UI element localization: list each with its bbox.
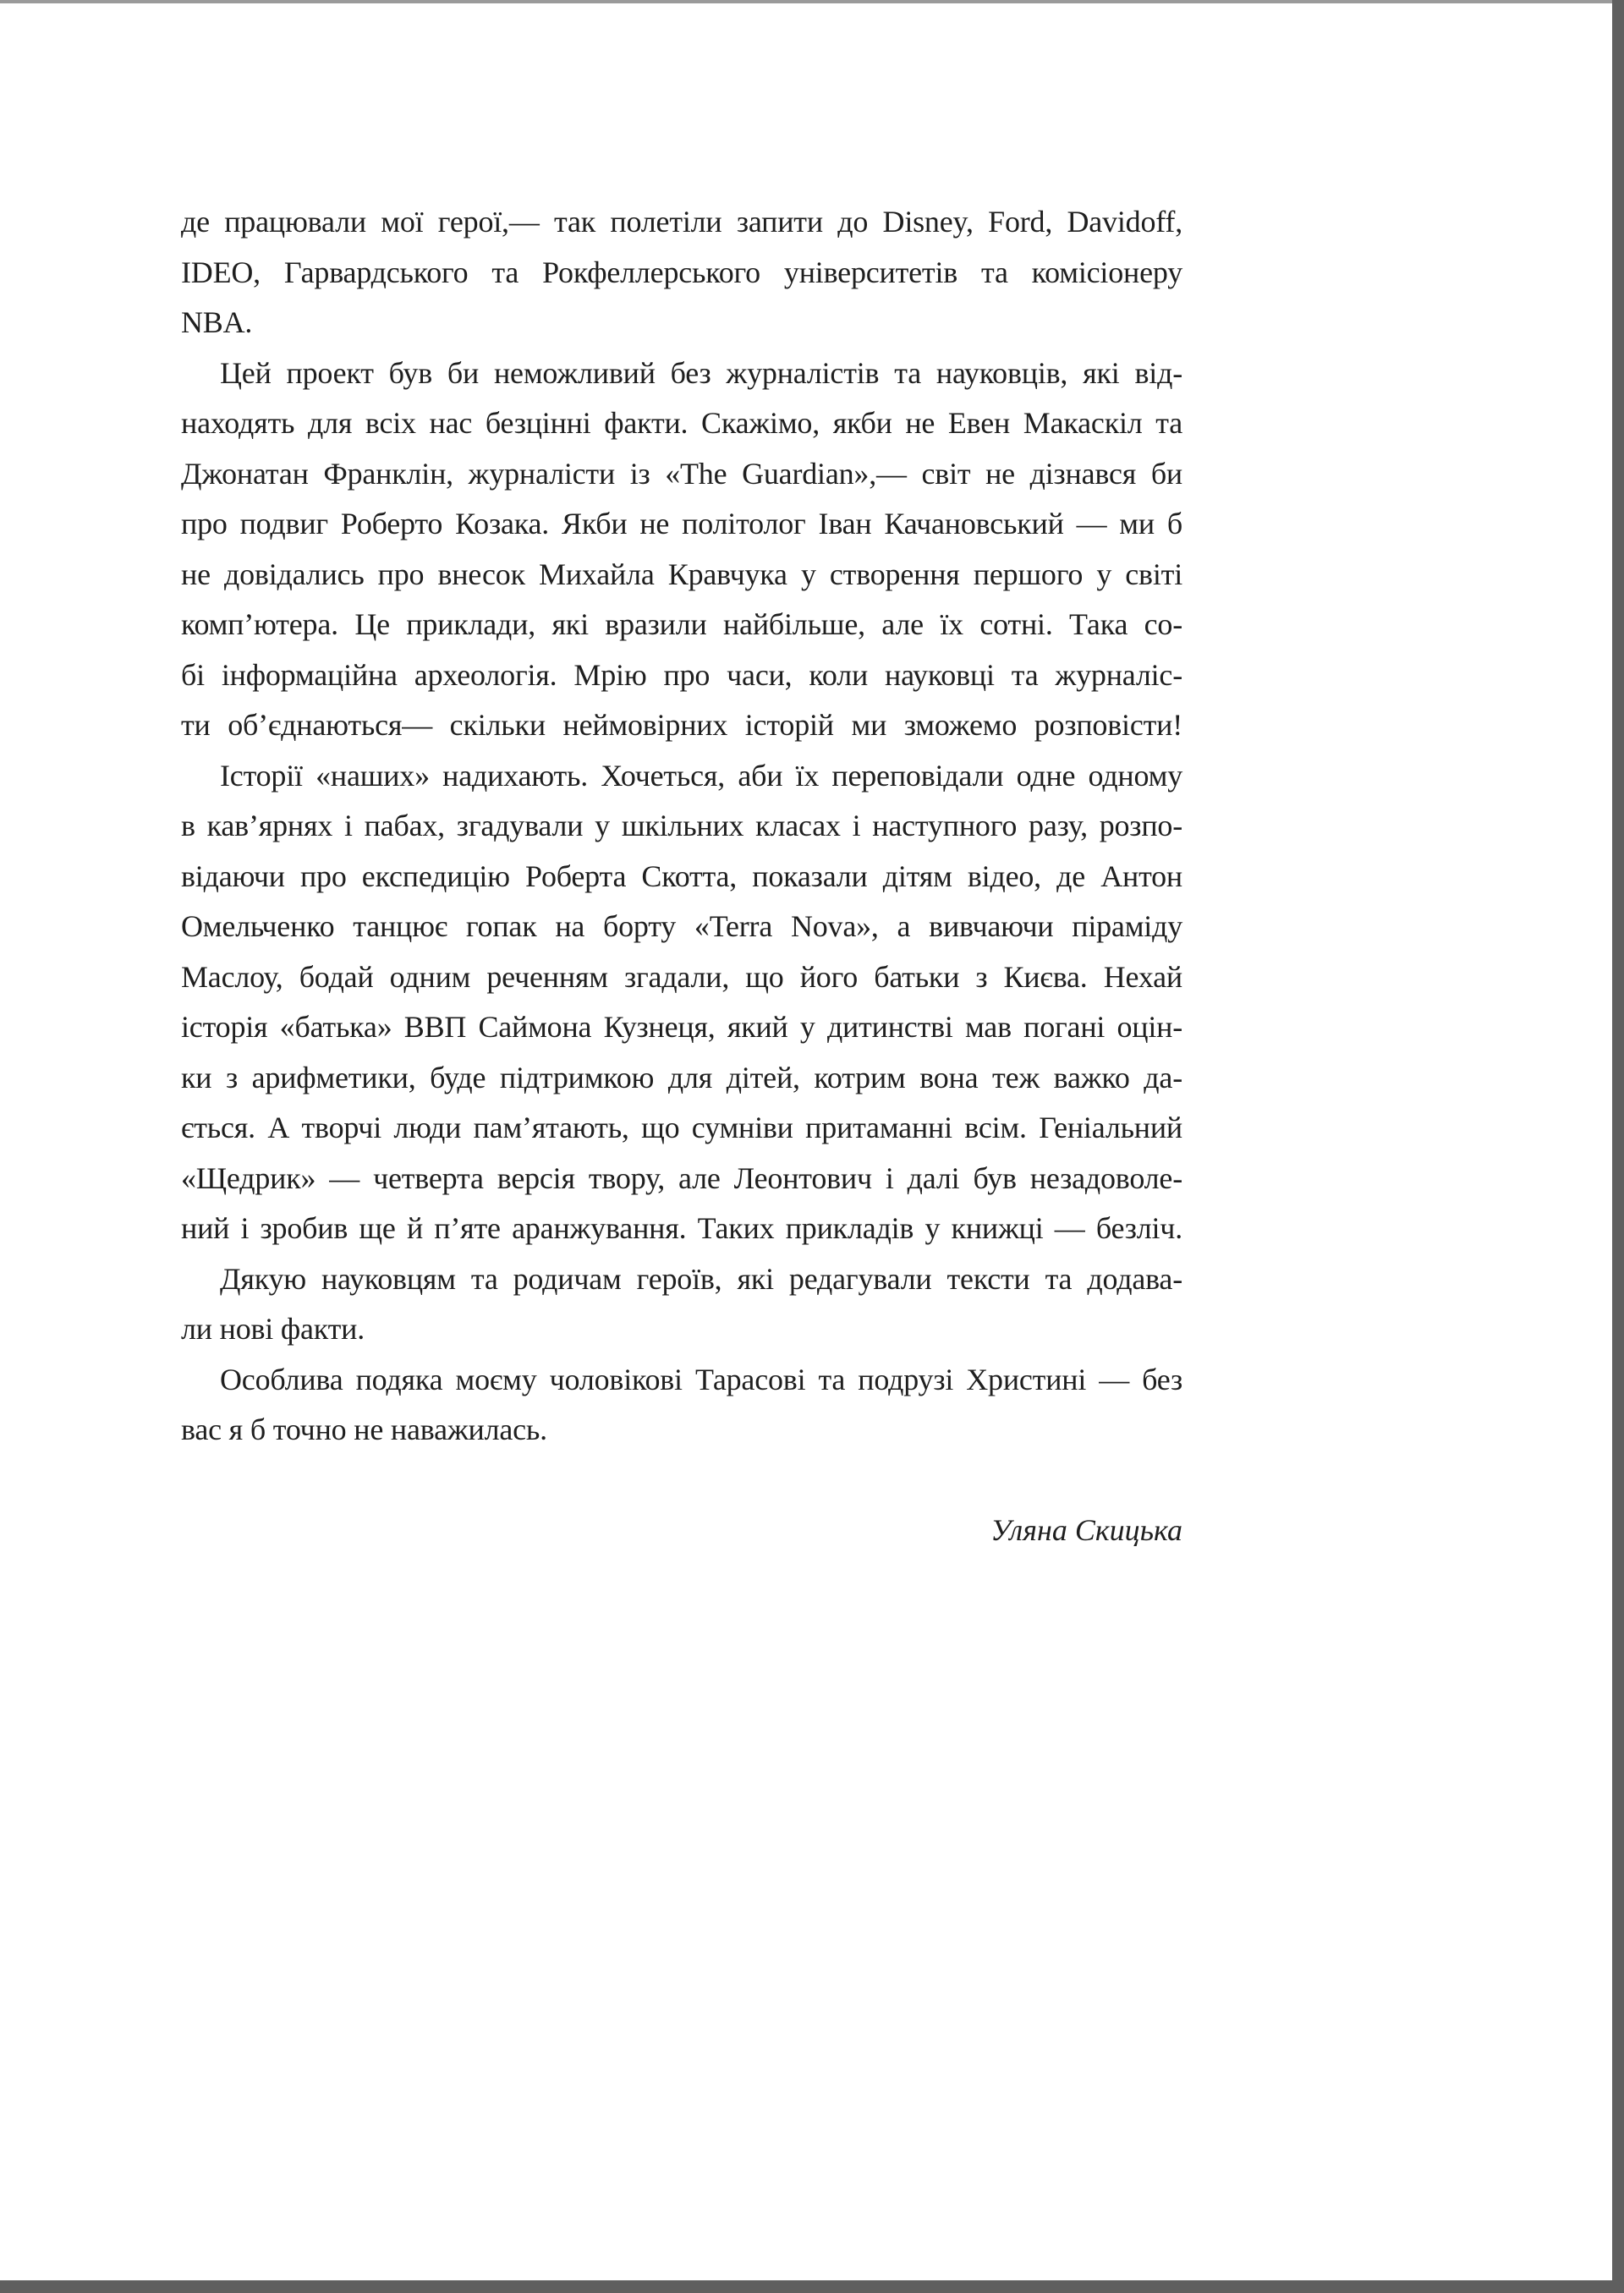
text-line: ли нові факти.	[181, 1312, 365, 1346]
text-line: Маслоу, бодай одним реченням згадали, що його батьки з Києва. Нехай	[181, 959, 1182, 994]
text-line: де працювали мої герої,— так полетіли запити до Disney, Ford, Davidoff,	[181, 205, 1182, 239]
text-line: Джонатан Франклін, журналісти із «The Guardian»,— світ не дізнався би	[181, 456, 1182, 491]
text-line: Цей проект був би неможливий без журналістів та науковців, які від-	[220, 355, 1182, 390]
text-line: про подвиг Роберто Козака. Якби не політолог Іван Качановський — ми б	[181, 507, 1182, 540]
text-line: бі інформаційна археологія. Мрію про часи, коли науковці та журналіс-	[181, 657, 1182, 692]
text-line: «Щедрик» — четверта версія твору, але Леонтович і далі був незадоволе-	[181, 1160, 1182, 1195]
text-line: ки з арифметики, буде підтримкою для дітей, котрим вона теж важко да-	[181, 1060, 1182, 1094]
text-line: ний і зробив ще й п’яте аранжування. Таких прикладів у книжці — безліч.	[181, 1211, 1182, 1245]
text-line: Історії «наших» надихають. Хочеться, аби їх переповідали одне одному	[220, 758, 1182, 793]
text-line: комп’ютера. Це приклади, які вразили найбільше, але їх сотні. Така со-	[181, 607, 1182, 641]
text-line: IDEO, Гарвардського та Рокфеллерського університетів та комісіонеру	[181, 255, 1182, 289]
author-signature: Уляна Скицька	[990, 1513, 1182, 1547]
text-line: ється. А творчі люди пам’ятають, що сумніви притаманні всім. Геніальний	[181, 1111, 1182, 1144]
text-line: Особлива подяка моєму чоловікові Тарасові та подрузі Христині — без	[220, 1362, 1182, 1396]
text-line: відаючи про експедицію Роберта Скотта, показали дітям відео, де Антон	[181, 859, 1182, 893]
text-line: вас я б точно не наважилась.	[181, 1413, 547, 1446]
text-line: ти об’єднаються— скільки неймовірних історій ми зможемо розповісти!	[181, 708, 1182, 742]
viewer-background-bottom	[0, 2280, 1624, 2293]
text-line: Дякую науковцям та родичам героїв, які редагували тексти та додава-	[220, 1261, 1182, 1296]
text-line: Омельченко танцює гопак на борту «Terra Nova», а вивчаючи піраміду	[181, 909, 1182, 943]
body-text	[181, 197, 1182, 1456]
viewer-background-right	[1612, 0, 1624, 2293]
text-line: історія «батька» ВВП Саймона Кузнеця, який у дитинстві мав погані оцін-	[181, 1010, 1182, 1044]
text-line: NBA.	[181, 305, 253, 339]
text-line: в кав’ярнях і пабах, згадували у шкільних класах і наступного разу, розпо-	[181, 809, 1182, 842]
text-line: находять для всіх нас безцінні факти. Скажімо, якби не Евен Макаскіл та	[181, 406, 1182, 440]
text-line: не довідались про внесок Михайла Кравчука у створення першого у світі	[181, 557, 1182, 591]
